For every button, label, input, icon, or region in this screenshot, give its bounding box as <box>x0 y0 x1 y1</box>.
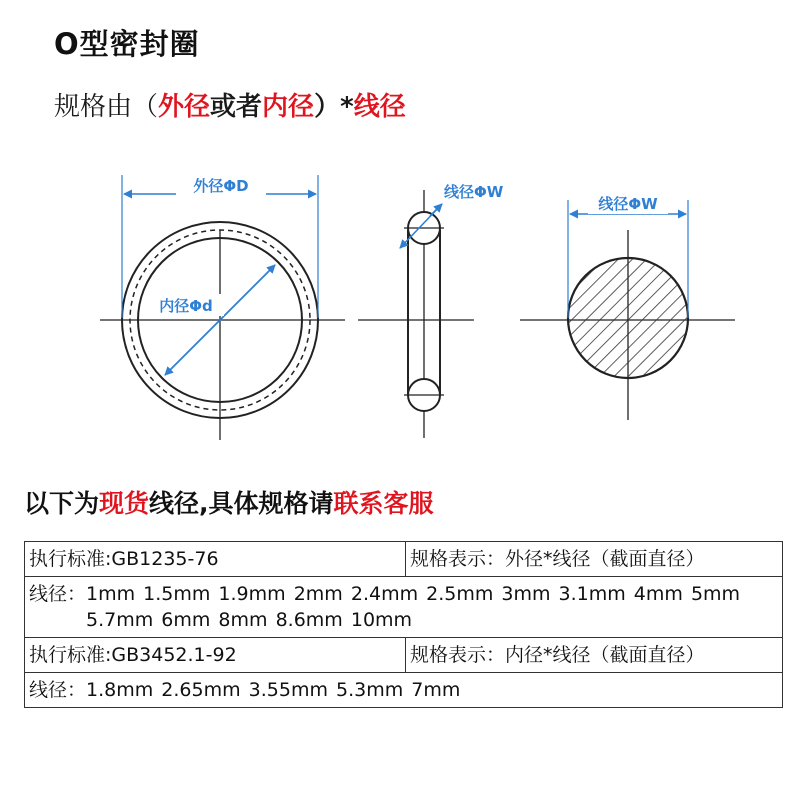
table-row <box>25 577 783 638</box>
standard-cell: 执行标准:GB1235-76 <box>25 542 406 577</box>
spec-format-line <box>54 86 406 123</box>
subtitle-times: * <box>340 92 354 122</box>
subtitle-wire: 线径 <box>353 92 406 122</box>
standard-cell: 执行标准:GB3452.1-92 <box>25 638 406 673</box>
table-row <box>25 673 783 708</box>
sizes-value: 1.8mm 2.65mm 3.55mm 5.3mm 7mm <box>86 679 461 701</box>
ring-side-view <box>358 183 504 438</box>
outer-diameter-label: 外径ΦD <box>193 177 249 195</box>
sizes-value: 1mm 1.5mm 1.9mm 2mm 2.4mm 2.5mm 3mm 3.1mm 4mm 5mm 5.7mm 6mm 8mm 8.6mm 10mm <box>86 583 741 631</box>
cross-section-view <box>520 192 735 420</box>
page-title: O型密封圈 <box>54 27 200 61</box>
subtitle-prefix: 规格由（ <box>54 92 159 122</box>
table-row <box>25 638 783 673</box>
notice-in-stock: 现货 <box>99 489 150 518</box>
subtitle-close: ） <box>314 92 341 122</box>
sizes-label: 线径： <box>29 583 87 605</box>
ring-front-view <box>100 174 345 440</box>
o-ring-diagram <box>0 150 800 460</box>
sizes-cell <box>25 673 783 708</box>
inner-diameter-label: 内径Φd <box>159 297 213 315</box>
sizes-label: 线径： <box>29 679 87 701</box>
notice-part3: 线径,具体规格请 <box>149 489 334 518</box>
section-hatched-circle <box>568 258 688 378</box>
side-wire-label: 线径ΦW <box>444 183 504 201</box>
section-wire-label: 线径ΦW <box>598 195 658 213</box>
table-row <box>25 542 783 577</box>
notice-part1: 以下为 <box>24 489 100 518</box>
subtitle-outer: 外径 <box>158 92 211 122</box>
format-cell: 规格表示：外径*线径（截面直径） <box>406 542 783 577</box>
spec-table <box>24 541 783 708</box>
contact-service-link[interactable]: 联系客服 <box>333 489 434 518</box>
subtitle-or: 或者 <box>210 92 263 122</box>
sizes-cell <box>25 577 783 638</box>
subtitle-inner: 内径 <box>262 92 315 122</box>
stock-notice <box>24 484 434 520</box>
format-cell: 规格表示：内径*线径（截面直径） <box>406 638 783 673</box>
